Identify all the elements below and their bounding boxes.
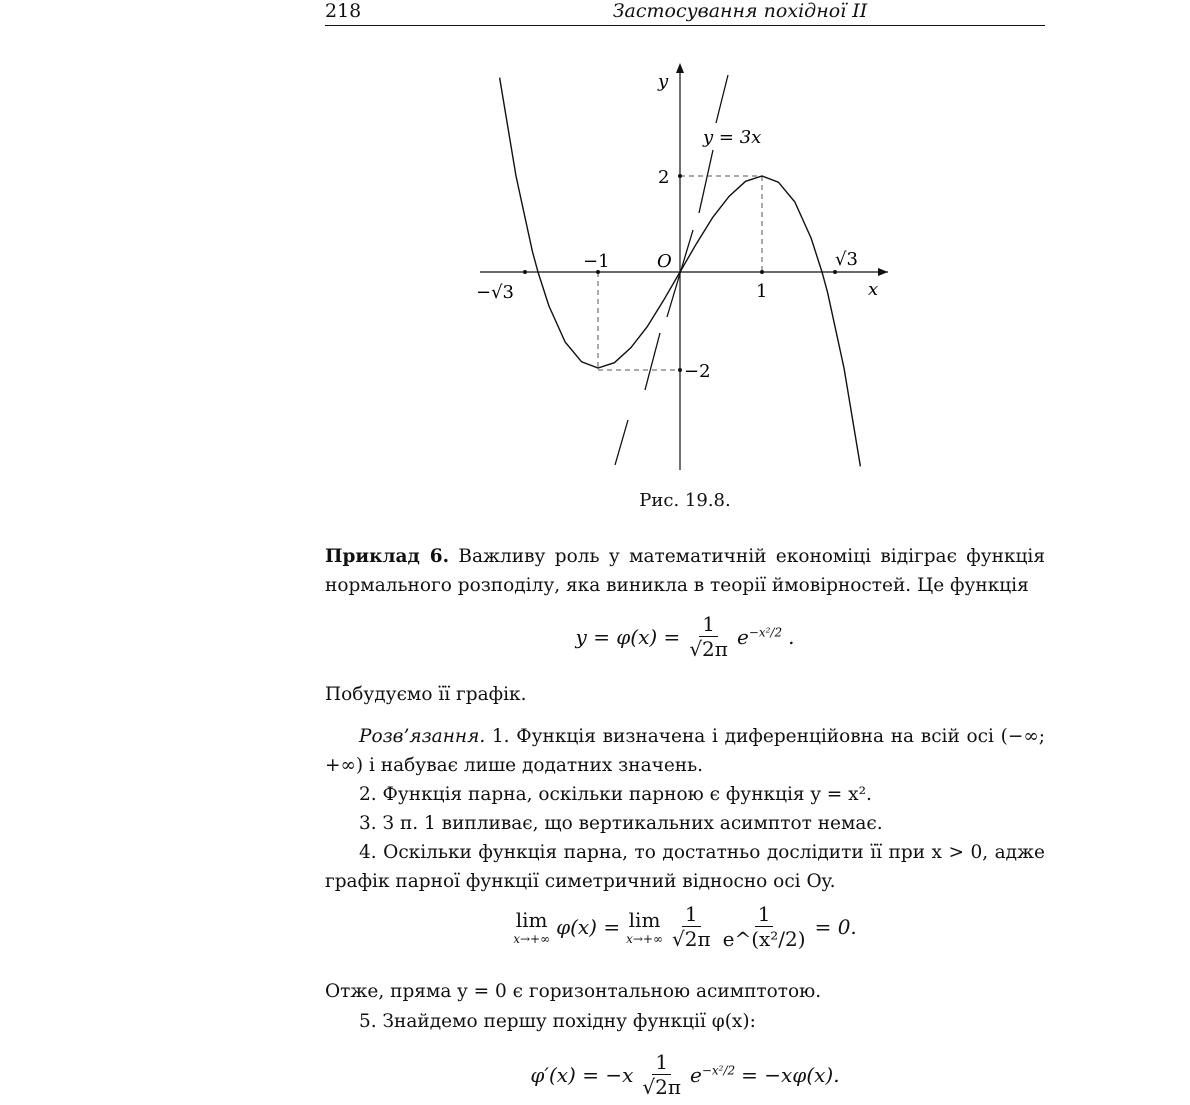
paragraph-2: 2. Функція парна, оскільки парною є функція y = x². bbox=[359, 784, 872, 805]
formula3-lhs: φ′(x) = −x bbox=[530, 1062, 634, 1087]
tick-dot-root-pos bbox=[833, 270, 837, 274]
formula2-end: = 0. bbox=[814, 914, 857, 939]
formula3-num: 1 bbox=[652, 1050, 671, 1075]
build-paragraph: Побудуємо її графік. bbox=[325, 684, 527, 705]
example-text: Важливу роль у математичній економіці відіграє функція нормального розподілу, яка виникла в теорії ймовірностей. Це функція bbox=[325, 546, 1045, 596]
formula2-phi: φ(x) = bbox=[556, 914, 621, 939]
example-paragraph bbox=[325, 542, 1045, 600]
y-axis-arrow bbox=[676, 63, 684, 73]
formula1-end: . bbox=[788, 624, 795, 649]
page-number: 218 bbox=[325, 0, 362, 22]
formula1-den: √2π bbox=[689, 637, 728, 661]
paragraph-3: 3. З п. 1 випливає, що вертикальних асимптот немає. bbox=[359, 813, 883, 834]
solution-label: Розв’язання. bbox=[359, 726, 486, 747]
page-header bbox=[325, 0, 1045, 26]
formula1-exp: −x²/2 bbox=[748, 624, 783, 639]
limit-1-sub: x→+∞ bbox=[513, 931, 551, 946]
formula1-fraction bbox=[686, 612, 731, 661]
y-tick-label-minus2: −2 bbox=[684, 361, 711, 382]
paragraph-5: Отже, пряма y = 0 є горизонтальною асимптотою. bbox=[325, 981, 822, 1002]
formula3-exp-base: e bbox=[690, 1062, 702, 1087]
y-axis-label: y bbox=[658, 71, 669, 92]
formula2-num1: 1 bbox=[682, 902, 701, 927]
x-tick-label-minus1: −1 bbox=[583, 251, 610, 272]
tick-dot-root-neg bbox=[523, 270, 527, 274]
formula2-fraction2 bbox=[720, 902, 809, 951]
x-tick-label-1: 1 bbox=[756, 281, 768, 302]
x-axis-arrow bbox=[878, 268, 888, 276]
example-label: Приклад 6. bbox=[325, 546, 450, 567]
paragraph-6: 5. Знайдемо першу похідну функції φ(x): bbox=[359, 1011, 756, 1032]
formula3-end: = −xφ(x). bbox=[741, 1062, 840, 1087]
limit-2 bbox=[626, 908, 663, 946]
root-pos-label: √3 bbox=[835, 249, 858, 270]
formula3-den: √2π bbox=[642, 1075, 681, 1099]
limit-1-word: lim bbox=[515, 907, 548, 932]
tick-dot-2 bbox=[678, 174, 682, 178]
root-neg-label: −√3 bbox=[476, 282, 515, 303]
limit-2-sub: x→+∞ bbox=[626, 931, 663, 946]
limit-2-word: lim bbox=[628, 907, 661, 932]
solution-text: 1. Функція визначена і диференційовна на всій осі (−∞; +∞) і набуває лише додатних значень. bbox=[325, 726, 1045, 776]
formula3-fraction bbox=[639, 1050, 684, 1099]
figure-caption: Рис. 19.8. bbox=[639, 490, 731, 511]
line-label: y = 3x bbox=[703, 127, 762, 148]
x-axis-label: x bbox=[868, 279, 879, 300]
tick-dot-1 bbox=[760, 270, 764, 274]
formula1-exp-base: e bbox=[736, 624, 749, 649]
formula3-exp: −x²/2 bbox=[701, 1062, 736, 1077]
formula-limit bbox=[325, 902, 1045, 951]
function-graph bbox=[470, 55, 910, 475]
running-title: Застосування похідної II bbox=[612, 0, 868, 22]
formula1-lhs: y = φ(x) = bbox=[575, 624, 681, 649]
formula2-den1: √2π bbox=[671, 927, 711, 951]
formula2-num2: 1 bbox=[755, 902, 774, 927]
origin-label: O bbox=[657, 251, 672, 272]
y-tick-label-2: 2 bbox=[658, 167, 670, 188]
tick-dot-minus2 bbox=[678, 368, 682, 372]
formula-normal-density bbox=[325, 612, 1045, 661]
formula2-fraction1 bbox=[669, 902, 714, 951]
formula2-den2: e^(x²/2) bbox=[722, 927, 806, 951]
solution-paragraph bbox=[325, 722, 1045, 780]
paragraph-4: 4. Оскільки функція парна, то достатньо дослідити її при x > 0, адже графік парної функції симетричний відносно осі Oy. bbox=[325, 842, 1045, 892]
limit-1 bbox=[513, 908, 550, 946]
formula1-num: 1 bbox=[699, 612, 718, 637]
formula-derivative bbox=[325, 1050, 1045, 1099]
